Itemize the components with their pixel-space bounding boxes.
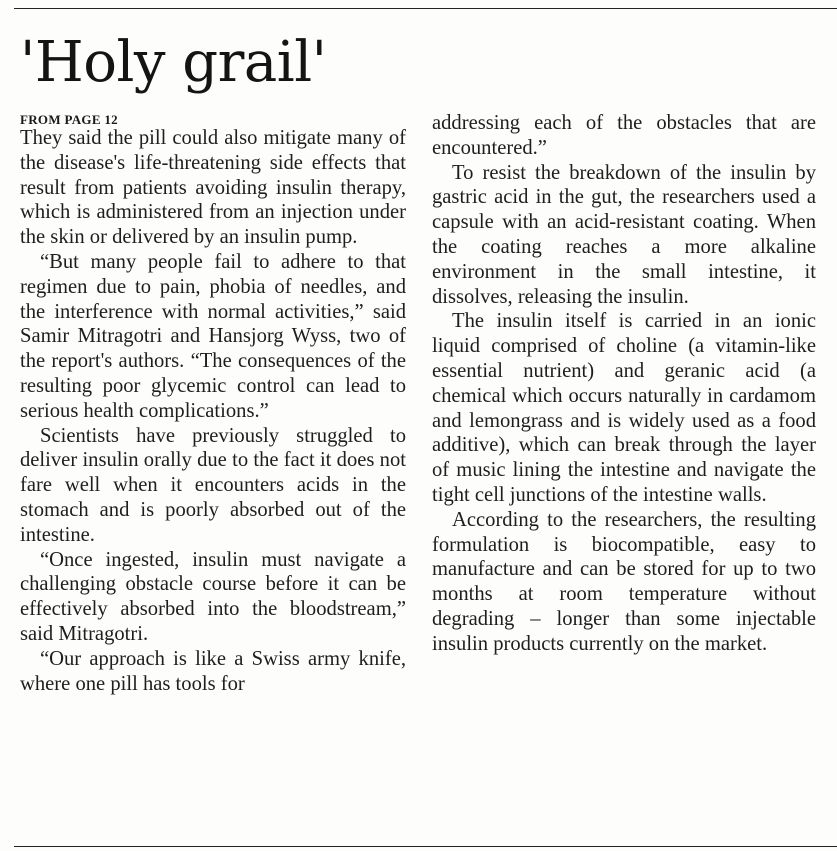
bottom-rule [14,846,837,847]
jump-label: FROM PAGE 12 [20,112,118,127]
paragraph: To resist the breakdown of the insulin by gastric acid in the gut, the researchers used a capsule with an acid-resistant coating. When the coating reaches a more alkaline environment in the small intestine, it dissolves, releasing the insulin. [432,161,816,308]
paragraph: Scientists have previously struggled to deliver insulin orally due to the fact it does not fare well when it encounters acids in the stomach and is poorly absorbed out of the intestine. [20,424,406,546]
article-column-right [432,111,816,657]
paragraph: The insulin itself is carried in an ionic liquid comprised of choline (a vitamin-like essential nutrient) and geranic acid (a chemical which occurs naturally in cardamom and lemongrass and is widely used as a food additive), which can break through the layer of music lining the intestine and navigate the tight cell junctions of the intestine walls. [432,310,816,506]
paragraph: “But many people fail to adhere to that regimen due to pain, phobia of needles, and the interference with normal activities,” said Samir Mitragotri and Hansjorg Wyss, two of the report's authors. “The consequences of the resulting poor glycemic control can lead to serious health complications.” [20,250,406,422]
top-rule [14,8,837,9]
paragraph: addressing each of the obstacles that are encountered.” [432,112,816,159]
article-column-left [20,111,406,696]
paragraph: “Our approach is like a Swiss army knife, where one pill has tools for [20,647,406,695]
paragraph: They said the pill could also mitigate many of the disease's life-threatening side effects that result from patients avoiding insulin therapy, which is administered from an injection under the skin or delivered by an insulin pump. [20,127,406,249]
paragraph: “Once ingested, insulin must navigate a challenging obstacle course before it can be effectively absorbed into the bloodstream,” said Mitragotri. [20,548,406,645]
headline: 'Holy grail' [20,30,327,95]
paragraph: According to the researchers, the resulting formulation is biocompatible, easy to manufacture and can be stored for up to two months at room temperature without degrading – longer than some injectable insulin products currently on the market. [432,508,816,655]
